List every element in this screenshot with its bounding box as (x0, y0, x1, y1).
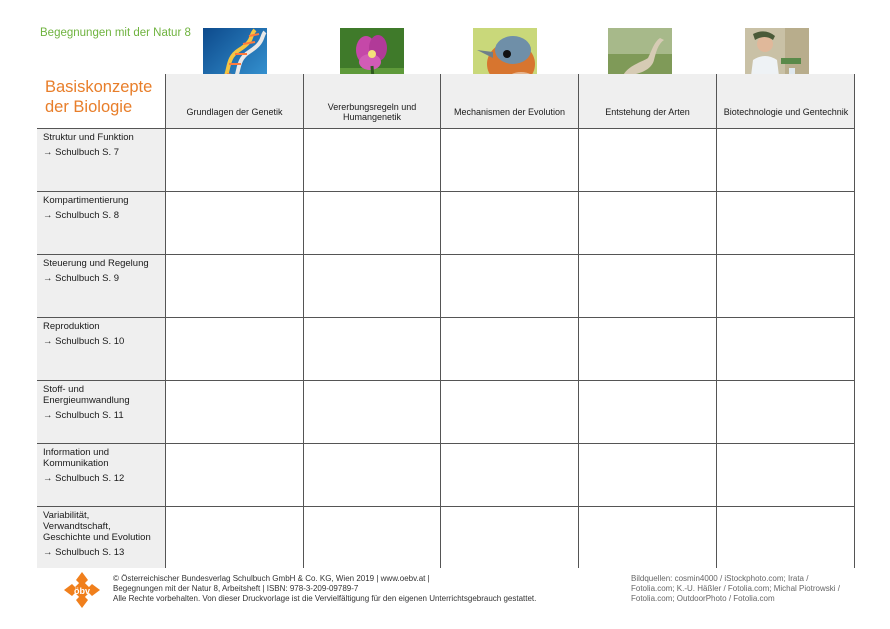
grid-line (37, 254, 855, 255)
row-header-information: Information und Kommunikation → Schulbuch S. 12 (37, 443, 165, 506)
grid-line (716, 74, 717, 568)
copyright-line: Begegnungen mit der Natur 8, Arbeitsheft | ISBN: 978-3-209-09789-7 (113, 584, 359, 593)
row-header-variabilitaet: Variabilität, Verwandtschaft, Geschichte und Evolution → Schulbuch S. 13 (37, 506, 165, 568)
series-title: Begegnungen mit der Natur 8 (40, 27, 191, 39)
grid-line (37, 317, 855, 318)
copyright-line: © Österreichischer Bundesverlag Schulbuch GmbH & Co. KG, Wien 2019 | www.oebv.at | (113, 574, 430, 583)
oebv-logo (64, 572, 100, 608)
concept-table (37, 74, 855, 568)
grid-line (165, 74, 166, 568)
copyright-line: Alle Rechte vorbehalten. Von dieser Druckvorlage ist die Vervielfältigung für den eigenen Unterrichtsgebrauch gestattet. (113, 594, 537, 603)
column-header-vererbung: Vererbungsregeln und Humangenetik (303, 74, 440, 128)
column-header-arten: Entstehung der Arten (578, 74, 716, 128)
grid-line (37, 380, 855, 381)
column-header-evolution: Mechanismen der Evolution (440, 74, 578, 128)
grid-line (37, 128, 855, 129)
image-credits: Bildquellen: cosmin4000 / iStockphoto.com; Irata / Fotolia.com; K.-U. Häßler / Fotolia.com; Michal Piotrowski / Fotolia.com; OutdoorPhoto / Fotolia.com (631, 574, 840, 603)
oebv-logo-text: öbv (73, 586, 91, 596)
table-corner (37, 74, 165, 128)
grid-line (440, 74, 441, 568)
column-header-biotechnologie: Biotechnologie und Gentechnik (716, 74, 855, 128)
row-header-struktur: Struktur und Funktion → Schulbuch S. 7 (37, 128, 165, 191)
grid-line (37, 443, 855, 444)
row-header-stoff: Stoff- und Energieumwandlung → Schulbuch S. 11 (37, 380, 165, 443)
table-title: Basiskonzepte der Biologie (45, 78, 153, 116)
row-header-reproduktion: Reproduktion → Schulbuch S. 10 (37, 317, 165, 380)
column-header-genetik: Grundlagen der Genetik (165, 74, 303, 128)
grid-line (854, 74, 855, 568)
grid-line (303, 74, 304, 568)
row-header-kompartimentierung: Kompartimentierung → Schulbuch S. 8 (37, 191, 165, 254)
grid-line (37, 506, 855, 507)
grid-line (578, 74, 579, 568)
copyright-notice (113, 574, 583, 604)
row-header-steuerung: Steuerung und Regelung → Schulbuch S. 9 (37, 254, 165, 317)
grid-line (37, 191, 855, 192)
